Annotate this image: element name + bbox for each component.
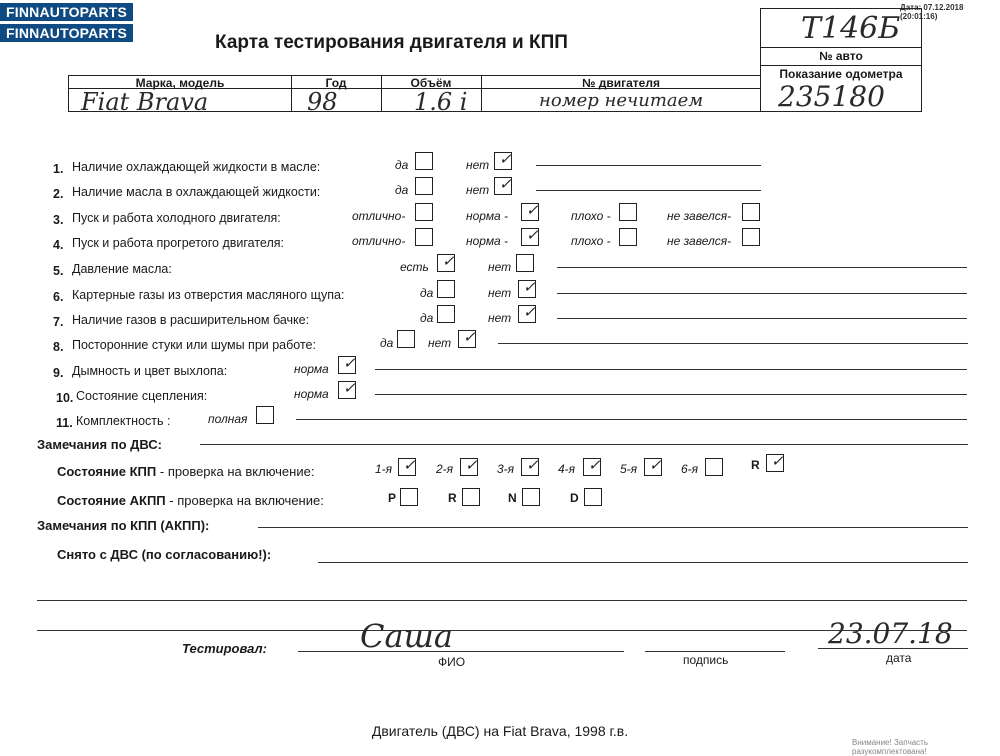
fio-label: ФИО — [438, 655, 466, 669]
option-checkbox[interactable] — [458, 330, 476, 348]
akpp-gear-label: D — [570, 491, 579, 505]
question-text: Комплектность : — [76, 414, 171, 428]
option-label: норма — [294, 387, 329, 401]
akpp-label: Состояние АКПП — [57, 493, 166, 508]
option-label: да — [420, 286, 434, 300]
question-number: 11. — [56, 416, 73, 430]
option-label: норма - — [466, 234, 509, 248]
check-mark-icon: ✓ — [526, 456, 539, 474]
option-label: отлично- — [352, 209, 406, 223]
option-label: плохо - — [571, 234, 611, 248]
akpp-row-label — [57, 493, 324, 508]
option-checkbox[interactable] — [415, 228, 433, 246]
kpp-gear-label: 2-я — [436, 462, 454, 476]
watermark-logo-2: FINNAUTOPARTS — [0, 24, 133, 42]
question-text: Пуск и работа прогретого двигателя: — [72, 236, 284, 250]
akpp-gear-label: R — [448, 491, 457, 505]
kpp-label: Состояние КПП — [57, 464, 157, 479]
kpp-gear-checkbox[interactable] — [398, 458, 416, 476]
footer-note: Внимание! Запчасть разукомплектована! — [852, 738, 929, 756]
question-number: 3. — [53, 213, 64, 227]
date-handwritten: 23.07.18 — [828, 617, 953, 650]
kpp-suffix: - проверка на включение: — [159, 464, 315, 479]
header-volume: Объём — [410, 76, 452, 90]
date-stamp: Дата: 07.12.2018 (20:01:16) — [900, 3, 964, 21]
kpp-gear-checkbox[interactable] — [521, 458, 539, 476]
check-mark-icon: ✓ — [442, 252, 455, 270]
option-checkbox[interactable] — [415, 203, 433, 221]
question-text: Наличие охлаждающей жидкости в масле: — [72, 160, 321, 174]
watermark-logo-1: FINNAUTOPARTS — [0, 3, 133, 21]
option-checkbox[interactable] — [437, 280, 455, 298]
option-checkbox[interactable] — [494, 177, 512, 195]
option-label: нет — [488, 286, 512, 300]
option-label: норма — [294, 362, 329, 376]
check-mark-icon: ✓ — [523, 303, 536, 321]
auto-number-handwritten: Т146Б — [801, 11, 901, 46]
option-label: норма - — [466, 209, 509, 223]
tested-by-label: Тестировал: — [182, 641, 267, 656]
option-label: да — [380, 336, 394, 350]
option-label: нет — [466, 158, 490, 172]
option-label: да — [420, 311, 434, 325]
kpp-gear-checkbox[interactable] — [644, 458, 662, 476]
option-checkbox[interactable] — [521, 203, 539, 221]
option-label: не завелся- — [667, 209, 732, 223]
akpp-gear-checkbox[interactable] — [584, 488, 602, 506]
option-checkbox[interactable] — [415, 152, 433, 170]
option-checkbox[interactable] — [437, 254, 455, 272]
option-checkbox[interactable] — [619, 203, 637, 221]
option-checkbox[interactable] — [415, 177, 433, 195]
option-checkbox[interactable] — [516, 254, 534, 272]
question-text: Давление масла: — [72, 262, 172, 276]
option-checkbox[interactable] — [518, 305, 536, 323]
option-checkbox[interactable] — [619, 228, 637, 246]
question-number: 10. — [56, 391, 74, 405]
option-label: нет — [466, 183, 490, 197]
check-mark-icon: ✓ — [771, 452, 784, 470]
date-label: дата — [886, 651, 912, 665]
option-label: да — [395, 158, 409, 172]
option-checkbox[interactable] — [518, 280, 536, 298]
check-mark-icon: ✓ — [523, 278, 536, 296]
option-checkbox[interactable] — [742, 203, 760, 221]
question-number: 1. — [53, 162, 64, 176]
kpp-gear-checkbox[interactable] — [766, 454, 784, 472]
akpp-gear-label: P — [388, 491, 397, 505]
question-number: 2. — [53, 187, 64, 201]
value-model: Fiat Brava — [81, 88, 209, 116]
option-checkbox[interactable] — [742, 228, 760, 246]
signature-label: подпись — [683, 653, 729, 667]
check-mark-icon: ✓ — [343, 379, 356, 397]
kpp-gear-label: R — [751, 458, 760, 472]
question-number: 5. — [53, 264, 64, 278]
akpp-gear-checkbox[interactable] — [400, 488, 418, 506]
question-text: Пуск и работа холодного двигателя: — [72, 211, 281, 225]
akpp-gear-checkbox[interactable] — [462, 488, 480, 506]
akpp-suffix: - проверка на включение: — [169, 493, 324, 508]
kpp-gear-label: 3-я — [497, 462, 515, 476]
option-checkbox[interactable] — [494, 152, 512, 170]
option-checkbox[interactable] — [338, 356, 356, 374]
option-checkbox[interactable] — [397, 330, 415, 348]
akpp-gear-checkbox[interactable] — [522, 488, 540, 506]
value-odometer: 235180 — [778, 80, 885, 113]
kpp-gear-checkbox[interactable] — [460, 458, 478, 476]
header-model: Марка, модель — [135, 76, 225, 90]
check-mark-icon: ✓ — [649, 456, 662, 474]
question-text: Дымность и цвет выхлопа: — [72, 364, 228, 378]
check-mark-icon: ✓ — [588, 456, 601, 474]
question-text: Картерные газы из отверстия масляного щупа: — [72, 288, 345, 302]
check-mark-icon: ✓ — [526, 226, 539, 244]
option-checkbox[interactable] — [338, 381, 356, 399]
question-text: Наличие масла в охлаждающей жидкости: — [72, 185, 321, 199]
question-number: 7. — [53, 315, 64, 329]
kpp-row-label — [57, 464, 314, 479]
option-checkbox[interactable] — [521, 228, 539, 246]
kpp-gear-label: 6-я — [681, 462, 699, 476]
option-label: плохо - — [571, 209, 611, 223]
check-mark-icon: ✓ — [465, 456, 478, 474]
option-label: нет — [488, 260, 512, 274]
option-checkbox[interactable] — [256, 406, 274, 424]
question-text: Состояние сцепления: — [76, 389, 208, 403]
option-label: не завелся- — [667, 234, 732, 248]
option-label: да — [395, 183, 409, 197]
question-number: 6. — [53, 290, 64, 304]
kpp-gear-checkbox[interactable] — [705, 458, 723, 476]
page-title: Карта тестирования двигателя и КПП — [215, 32, 568, 53]
check-mark-icon: ✓ — [463, 328, 476, 346]
kpp-remarks-label: Замечания по КПП (АКПП): — [37, 518, 210, 533]
option-checkbox[interactable] — [437, 305, 455, 323]
option-label: есть — [400, 260, 429, 274]
header-engine-number: № двигателя — [582, 76, 660, 90]
check-mark-icon: ✓ — [343, 354, 356, 372]
value-engine-number: номер нечитаем — [539, 90, 704, 111]
kpp-gear-checkbox[interactable] — [583, 458, 601, 476]
question-number: 9. — [53, 366, 64, 380]
akpp-gear-label: N — [508, 491, 517, 505]
check-mark-icon: ✓ — [403, 456, 416, 474]
odometer-label: Показание одометра — [779, 67, 903, 81]
value-volume: 1.6 i — [414, 88, 468, 116]
photo-caption: Двигатель (ДВС) на Fiat Brava, 1998 г.в. — [371, 723, 629, 739]
option-label: полная — [208, 412, 248, 426]
value-year: 98 — [307, 88, 338, 116]
question-text: Посторонние стуки или шумы при работе: — [72, 338, 316, 352]
check-mark-icon: ✓ — [499, 175, 512, 193]
auto-number-label: № авто — [819, 49, 863, 63]
removed-label: Снято с ДВС (по согласованию!): — [57, 547, 272, 562]
question-text: Наличие газов в расширительном бачке: — [72, 313, 310, 327]
question-number: 4. — [53, 238, 64, 252]
ice-remarks-label: Замечания по ДВС: — [37, 437, 162, 452]
kpp-gear-label: 4-я — [558, 462, 576, 476]
question-number: 8. — [53, 340, 64, 354]
option-label: нет — [428, 336, 452, 350]
option-label: нет — [488, 311, 512, 325]
tester-signature-name: Саша — [360, 617, 453, 655]
kpp-gear-label: 1-я — [375, 462, 393, 476]
option-label: отлично- — [352, 234, 406, 248]
kpp-gear-label: 5-я — [620, 462, 638, 476]
check-mark-icon: ✓ — [499, 150, 512, 168]
header-year: Год — [325, 76, 347, 90]
check-mark-icon: ✓ — [526, 201, 539, 219]
vehicle-table — [68, 75, 761, 116]
